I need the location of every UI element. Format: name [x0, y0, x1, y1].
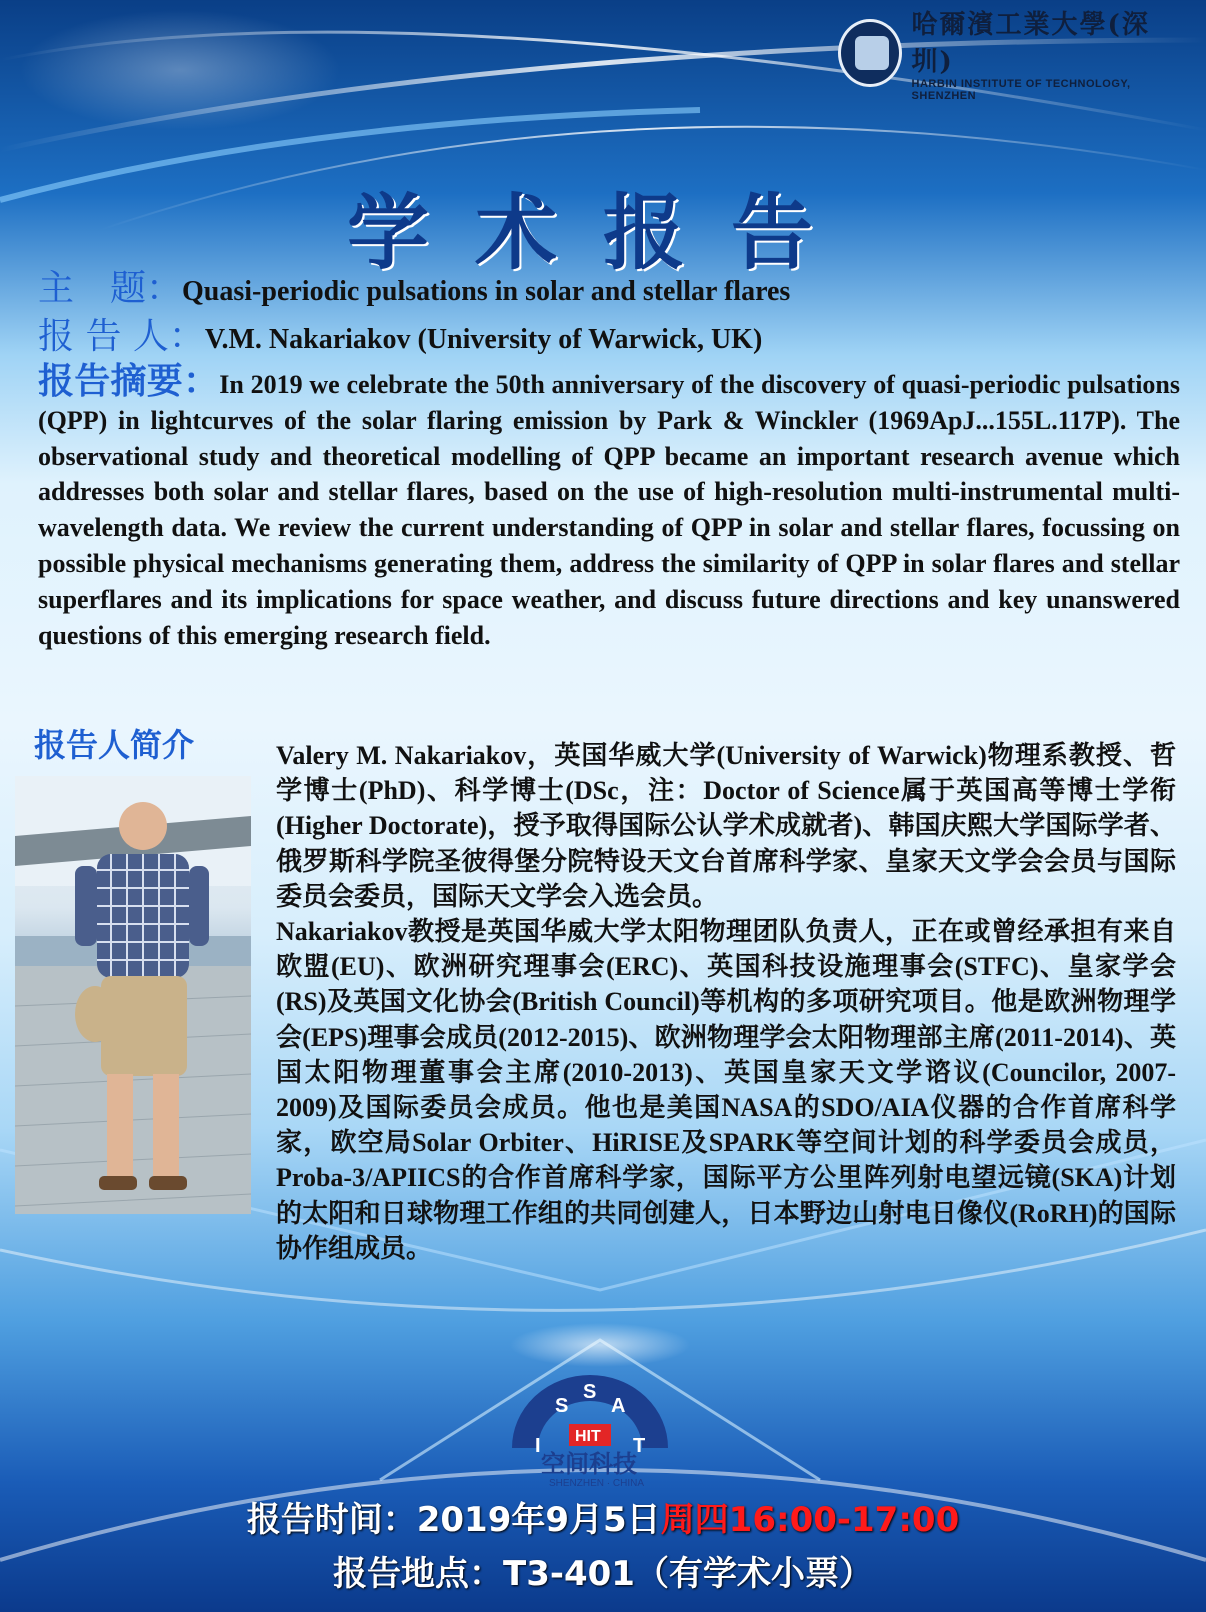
speaker-line	[38, 308, 762, 359]
topic-value: Quasi-periodic pulsations in solar and stellar flares	[182, 276, 791, 307]
issat-letter-3: S	[583, 1381, 597, 1403]
footer-time-label: 报告时间：	[246, 1500, 417, 1540]
issat-logo	[505, 1368, 675, 1488]
issat-letter-1: I	[535, 1435, 541, 1457]
issat-name-cn: 空间科技	[541, 1450, 637, 1478]
speaker-label: 报 告 人：	[38, 316, 205, 357]
footer-place: 报告地点：T3-401（有学术小票）	[333, 1554, 873, 1594]
university-name	[912, 4, 1178, 102]
issat-letter-4: A	[611, 1395, 626, 1417]
issat-badge: HIT	[575, 1428, 601, 1445]
footer-time-red: 周四16:00-17:00	[660, 1500, 960, 1540]
speaker-value: V.M. Nakariakov (University of Warwick, UK)	[204, 324, 763, 355]
university-seal-icon	[838, 19, 902, 87]
university-name-en: HARBIN INSTITUTE OF TECHNOLOGY, SHENZHEN	[911, 78, 1131, 102]
speaker-photo	[15, 776, 251, 1214]
bio-heading: 报告人简介	[34, 726, 195, 764]
university-name-cn: 哈爾濱工業大學(深圳)	[911, 10, 1150, 77]
abstract-text: In 2019 we celebrate the 50th anniversary of the discovery of quasi-periodic pulsations (QPP) in lightcurves of the solar flaring emission by Park & Winckler (1969ApJ...155L.117P). The observational study and theoretical modelling of QPP became an important research avenue which addresses both solar and stellar flares, based on the use of high-resolution multi-instrumental multi-wavelength data. We review the current understanding of QPP in solar and stellar flares, focussing on possible physical mechanisms generating them, address the similarity of QPP in solar flares and stellar superflares and its implications for space weather, and discuss future directions and key unanswered questions of this emerging research field.	[38, 370, 1180, 650]
issat-letter-5: T	[633, 1435, 646, 1457]
issat-letter-2: S	[555, 1395, 569, 1417]
topic-label: 主 题：	[38, 268, 183, 309]
abstract-label: 报告摘要：	[38, 361, 220, 402]
issat-name-en: SHENZHEN · CHINA	[549, 1478, 645, 1488]
bio-paragraph-1: Valery M. Nakariakov，英国华威大学(University of Warwick)物理系教授、哲学博士(PhD)、科学博士(DSc，注：Doctor of Science属于英国高等博士学衔(Higher Doctorate)，授予取得国际公认学术成就者)、韩国庆熙大学国际学者、俄罗斯科学院圣彼得堡分院特设天文台首席科学家、皇家天文学会会员与国际委员会委员，国际天文学会入选会员。	[276, 741, 1176, 911]
page-title: 学术报告	[346, 186, 859, 281]
bio-paragraph-2: Nakariakov教授是英国华威大学太阳物理团队负责人，正在或曾经承担有来自欧盟(EU)、欧洲研究理事会(ERC)、英国科技设施理事会(STFC)、皇家学会(RS)及英国文化协会(British Council)等机构的多项研究项目。他是欧洲物理学会(EPS)理事会成员(2012-2015)、欧洲物理学会太阳物理部主席(2011-2014)、英国太阳物理董事会主席(2010-2013)、英国皇家天文学谘议(Councilor, 2007-2009)及国际委员会成员。他也是美国NASA的SDO/AIA仪器的合作首席科学家，欧空局Solar Orbiter、HiRISE及SPARK等空间计划的科学委员会成员，Proba-3/APIICS的合作首席科学家，国际平方公里阵列射电望远镜(SKA)计划的太阳和日球物理工作组的共同创建人，日本野边山射电日像仪(RoRH)的国际协作组成员。	[276, 917, 1176, 1263]
abstract	[38, 361, 1180, 653]
bio-text	[276, 738, 1176, 1266]
footer-time	[0, 1492, 1206, 1541]
footer-time-date: 2019年9月5日	[416, 1500, 661, 1540]
speaker-photo-illustration	[15, 776, 251, 1214]
university-logo	[838, 10, 1178, 102]
topic-line	[38, 260, 790, 311]
issat-emblem	[505, 1368, 675, 1488]
